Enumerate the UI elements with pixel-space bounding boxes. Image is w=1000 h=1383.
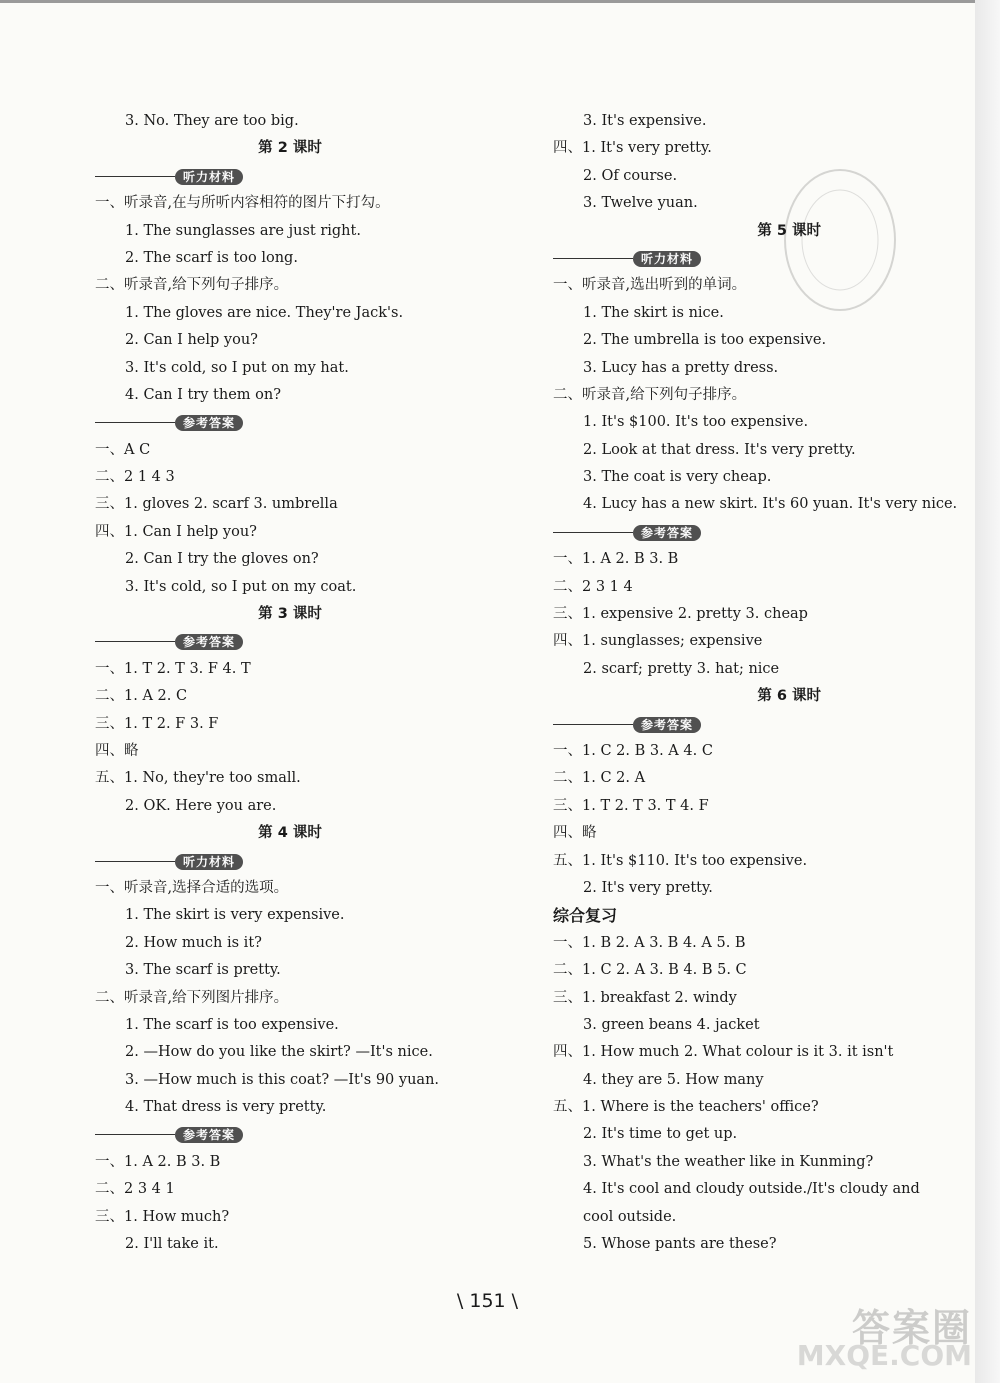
answer-line: 2. scarf; pretty 3. hat; nice <box>583 660 780 677</box>
top-border <box>0 0 975 3</box>
answer-line: 三、1. gloves 2. scarf 3. umbrella <box>95 496 338 513</box>
answer-line: 一、A C <box>95 441 151 458</box>
answer-line: 五、1. It's $110. It's too expensive. <box>553 852 808 869</box>
section-banner <box>95 163 485 190</box>
answer-line: 一、听录音,选出听到的单词。 <box>553 277 747 294</box>
answer-line: 五、1. Where is the teachers' office? <box>553 1099 819 1116</box>
answer-line: 四、1. Can I help you? <box>95 523 257 540</box>
answer-line: 3. What's the weather like in Kunming? <box>583 1153 874 1170</box>
answer-line: 2. Look at that dress. It's very pretty. <box>583 441 856 458</box>
answer-line: cool outside. <box>583 1208 677 1225</box>
answer-line: 3. green beans 4. jacket <box>583 1016 760 1033</box>
section-banner <box>553 711 933 738</box>
answer-line: 二、2 1 4 3 <box>95 469 175 486</box>
answer-line: 1. The skirt is very expensive. <box>125 907 345 924</box>
answer-line: 四、略 <box>553 825 597 842</box>
answer-line: 一、听录音,在与所听内容相符的图片下打勾。 <box>95 195 390 212</box>
answer-line: 3. It's cold, so I put on my coat. <box>125 578 357 595</box>
banner-rule <box>553 532 633 533</box>
answer-line: 二、1. A 2. C <box>95 688 188 705</box>
answer-line: 二、听录音,给下列句子排序。 <box>553 386 747 403</box>
answer-line: 3. It's cold, so I put on my hat. <box>125 359 349 376</box>
banner-label: 参考答案 <box>175 1127 243 1143</box>
answer-line: 2. Of course. <box>583 167 678 184</box>
page-edge-shadow <box>975 0 1000 1383</box>
banner-label: 听力材料 <box>633 251 701 267</box>
answer-line: 3. It's expensive. <box>583 113 707 129</box>
lesson-heading: 第 5 课时 <box>757 222 821 239</box>
banner-rule <box>95 641 175 642</box>
answer-line: 3. —How much is this coat? —It's 90 yuan. <box>125 1071 440 1088</box>
answer-line: 二、1. C 2. A 3. B 4. B 5. C <box>553 962 747 979</box>
answer-line: 2. It's very pretty. <box>583 879 713 896</box>
answer-line: 三、1. How much? <box>95 1208 230 1225</box>
banner-label: 参考答案 <box>633 717 701 733</box>
banner-rule <box>95 1134 175 1135</box>
answer-line: 1. The sunglasses are just right. <box>125 222 361 239</box>
answer-line: 二、听录音,给下列图片排序。 <box>95 989 289 1006</box>
answer-line: 一、听录音,选择合适的选项。 <box>95 879 289 896</box>
banner-rule <box>95 422 175 423</box>
answer-line: 一、1. C 2. B 3. A 4. C <box>553 742 713 759</box>
answer-line: 4. Can I try them on? <box>125 386 281 403</box>
section-banner <box>95 1121 485 1148</box>
answer-line: 二、2 3 1 4 <box>553 578 633 595</box>
answer-line: 4. It's cool and cloudy outside./It's cloudy and <box>583 1181 920 1198</box>
section-banner <box>553 519 933 546</box>
answer-line: 4. they are 5. How many <box>583 1071 764 1088</box>
banner-label: 参考答案 <box>175 415 243 431</box>
answer-line: 四、略 <box>95 742 139 759</box>
section-title: 综合复习 <box>553 906 618 926</box>
section-banner <box>95 409 485 436</box>
answer-line: 五、1. No, they're too small. <box>95 770 301 787</box>
watermark-logo <box>792 1295 982 1375</box>
right-column <box>553 108 958 1258</box>
answer-line: 4. That dress is very pretty. <box>125 1099 327 1116</box>
answer-line: 2. The scarf is too long. <box>125 249 298 266</box>
lesson-heading: 第 6 课时 <box>757 688 821 705</box>
answer-line: 1. The gloves are nice. They're Jack's. <box>125 304 404 321</box>
left-column <box>95 108 485 1258</box>
answer-line: 2. The umbrella is too expensive. <box>583 332 827 349</box>
answer-line: 3. No. They are too big. <box>125 113 299 129</box>
answer-line: 三、1. expensive 2. pretty 3. cheap <box>553 606 808 623</box>
lesson-heading: 第 4 课时 <box>258 825 322 842</box>
answer-line: 四、1. sunglasses; expensive <box>553 633 763 650</box>
answer-line: 4. Lucy has a new skirt. It's 60 yuan. It's very nice. <box>583 496 958 513</box>
lesson-heading: 第 3 课时 <box>258 606 322 623</box>
banner-rule <box>553 724 633 725</box>
answer-line: 1. The skirt is nice. <box>583 304 724 321</box>
answer-line: 三、1. T 2. F 3. F <box>95 715 219 732</box>
answer-line: 一、1. A 2. B 3. B <box>95 1153 221 1170</box>
section-banner <box>553 245 933 272</box>
answer-line: 3. The coat is very cheap. <box>583 469 772 486</box>
answer-line: 一、1. A 2. B 3. B <box>553 551 679 568</box>
answer-line: 二、2 3 4 1 <box>95 1181 175 1198</box>
answer-line: 一、1. B 2. A 3. B 4. A 5. B <box>553 934 746 951</box>
answer-line: 3. The scarf is pretty. <box>125 962 281 979</box>
answer-line: 三、1. breakfast 2. windy <box>553 989 737 1006</box>
page-number: \ 151 \ <box>456 1290 519 1312</box>
section-banner <box>95 848 485 875</box>
answer-line: 四、1. It's very pretty. <box>553 140 712 157</box>
answer-line: 2. Can I help you? <box>125 332 258 349</box>
banner-label: 听力材料 <box>175 169 243 185</box>
answer-line: 二、1. C 2. A <box>553 770 646 787</box>
banner-label: 参考答案 <box>175 634 243 650</box>
banner-rule <box>95 176 175 177</box>
section-banner <box>95 628 485 655</box>
answer-line: 2. It's time to get up. <box>583 1126 738 1143</box>
answer-line: 1. It's $100. It's too expensive. <box>583 414 809 431</box>
watermark-domain: MXQE.COM <box>796 1339 972 1372</box>
answer-line: 2. How much is it? <box>125 934 262 951</box>
answer-line: 3. Twelve yuan. <box>583 195 698 212</box>
answer-line: 一、1. T 2. T 3. F 4. T <box>95 660 251 677</box>
answer-line: 2. —How do you like the skirt? —It's nice. <box>125 1044 433 1061</box>
watermark-text: 答案圈 <box>851 1306 972 1350</box>
answer-line: 2. Can I try the gloves on? <box>125 551 319 568</box>
answer-line: 5. Whose pants are these? <box>583 1236 777 1253</box>
answer-line: 三、1. T 2. T 3. T 4. F <box>553 797 709 814</box>
banner-rule <box>95 861 175 862</box>
banner-label: 听力材料 <box>175 854 243 870</box>
answer-line: 二、听录音,给下列句子排序。 <box>95 277 289 294</box>
answer-line: 1. The scarf is too expensive. <box>125 1016 339 1033</box>
answer-line: 3. Lucy has a pretty dress. <box>583 359 779 376</box>
answer-line: 2. I'll take it. <box>125 1236 219 1253</box>
answer-line: 2. OK. Here you are. <box>125 797 277 814</box>
lesson-heading: 第 2 课时 <box>258 140 322 157</box>
banner-label: 参考答案 <box>633 525 701 541</box>
answer-line: 四、1. How much 2. What colour is it 3. it isn't <box>553 1044 894 1061</box>
banner-rule <box>553 258 633 259</box>
